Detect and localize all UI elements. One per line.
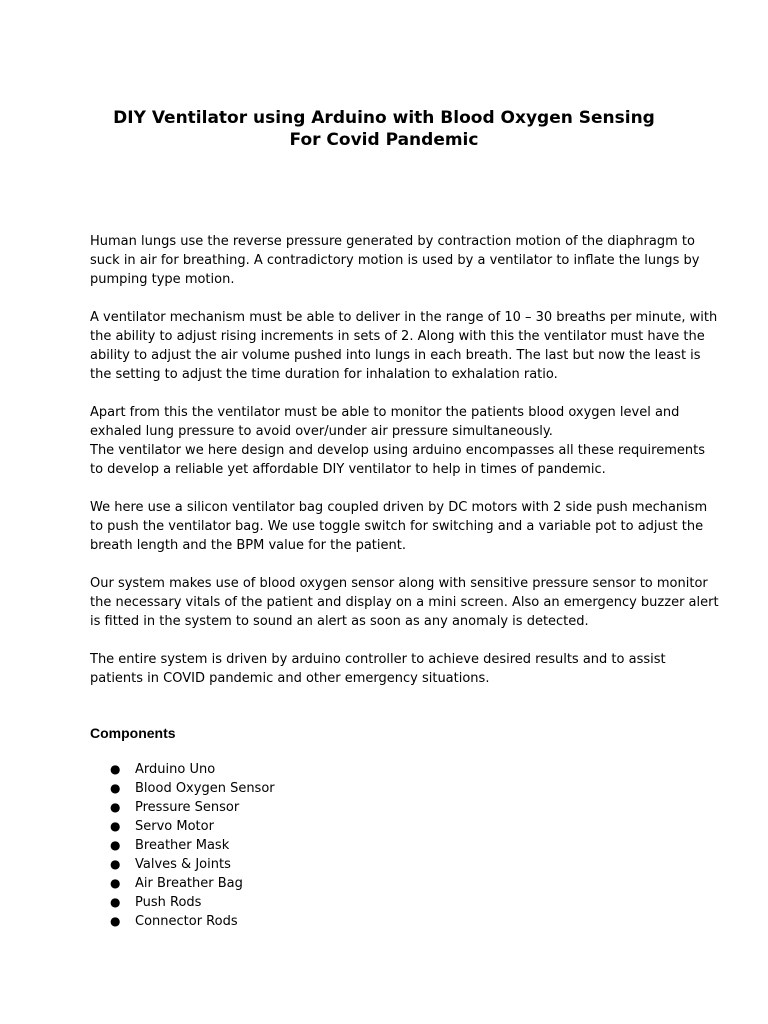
paragraph-controller bbox=[90, 650, 690, 688]
paragraph-mechanism bbox=[90, 308, 718, 384]
list-item bbox=[90, 836, 275, 855]
title-line: DIY Ventilator using Arduino with Blood Oxygen Sensing bbox=[113, 108, 655, 128]
bullet-icon: ● bbox=[110, 857, 121, 871]
list-item-label: Breather Mask bbox=[135, 838, 230, 853]
list-item-label: Arduino Uno bbox=[135, 762, 216, 777]
list-item bbox=[90, 874, 275, 893]
text-line: Apart from this the ventilator must be able to monitor the patients blood oxygen level and bbox=[90, 405, 680, 420]
text-line: to develop a reliable yet affordable DIY ventilator to help in times of pandemic. bbox=[90, 462, 606, 477]
bullet-icon: ● bbox=[110, 838, 121, 852]
text-line: pumping type motion. bbox=[90, 272, 235, 287]
text-line: We here use a silicon ventilator bag coupled driven by DC motors with 2 side push mechanism bbox=[90, 500, 708, 515]
title-line: For Covid Pandemic bbox=[289, 130, 479, 150]
text-line: to push the ventilator bag. We use toggle switch for switching and a variable pot to adjust the bbox=[90, 519, 704, 534]
list-item bbox=[90, 855, 275, 874]
text-line: breath length and the BPM value for the patient. bbox=[90, 538, 406, 553]
text-line: suck in air for breathing. A contradictory motion is used by a ventilator to inflate the lungs by bbox=[90, 253, 700, 268]
list-item bbox=[90, 893, 275, 912]
bullet-icon: ● bbox=[110, 914, 121, 928]
document-body bbox=[90, 232, 719, 707]
text-line: the setting to adjust the time duration for inhalation to exhalation ratio. bbox=[90, 367, 558, 382]
list-item bbox=[90, 912, 275, 931]
text-line: exhaled lung pressure to avoid over/under air pressure simultaneously. bbox=[90, 424, 553, 439]
list-item bbox=[90, 817, 275, 836]
text-line: The ventilator we here design and develop using arduino encompasses all these requirements bbox=[90, 443, 705, 458]
text-line: The entire system is driven by arduino controller to achieve desired results and to assist bbox=[90, 652, 666, 667]
paragraph-bag bbox=[90, 498, 708, 555]
text-line: the ability to adjust rising increments in sets of 2. Along with this the ventilator must have the bbox=[90, 329, 705, 344]
text-line: ability to adjust the air volume pushed into lungs in each breath. The last but now the least is bbox=[90, 348, 701, 363]
components-list bbox=[90, 760, 275, 931]
text-line: Human lungs use the reverse pressure generated by contraction motion of the diaphragm to bbox=[90, 234, 695, 249]
list-item-label: Valves & Joints bbox=[135, 857, 231, 872]
text-line: A ventilator mechanism must be able to deliver in the range of 10 – 30 breaths per minute, with bbox=[90, 310, 718, 325]
list-item-label: Servo Motor bbox=[135, 819, 214, 834]
list-item bbox=[90, 779, 275, 798]
list-item-label: Air Breather Bag bbox=[135, 876, 243, 891]
components-heading: Components bbox=[90, 725, 176, 741]
bullet-icon: ● bbox=[110, 800, 121, 814]
bullet-icon: ● bbox=[110, 819, 121, 833]
paragraph-sensors bbox=[90, 574, 719, 631]
bullet-icon: ● bbox=[110, 876, 121, 890]
list-item bbox=[90, 760, 275, 779]
text-line: is fitted in the system to sound an alert as soon as any anomaly is detected. bbox=[90, 614, 589, 629]
list-item bbox=[90, 798, 275, 817]
text-line: Our system makes use of blood oxygen sensor along with sensitive pressure sensor to monitor bbox=[90, 576, 708, 591]
text-line: patients in COVID pandemic and other emergency situations. bbox=[90, 671, 490, 686]
list-item-label: Pressure Sensor bbox=[135, 800, 240, 815]
list-item-label: Blood Oxygen Sensor bbox=[135, 781, 275, 796]
bullet-icon: ● bbox=[110, 762, 121, 776]
list-item-label: Push Rods bbox=[135, 895, 202, 910]
text-line: the necessary vitals of the patient and display on a mini screen. Also an emergency buzzer alert bbox=[90, 595, 719, 610]
bullet-icon: ● bbox=[110, 895, 121, 909]
paragraph-monitoring bbox=[90, 403, 705, 479]
document-title bbox=[80, 107, 688, 151]
list-item-label: Connector Rods bbox=[135, 914, 238, 929]
paragraph-lungs bbox=[90, 232, 700, 289]
bullet-icon: ● bbox=[110, 781, 121, 795]
